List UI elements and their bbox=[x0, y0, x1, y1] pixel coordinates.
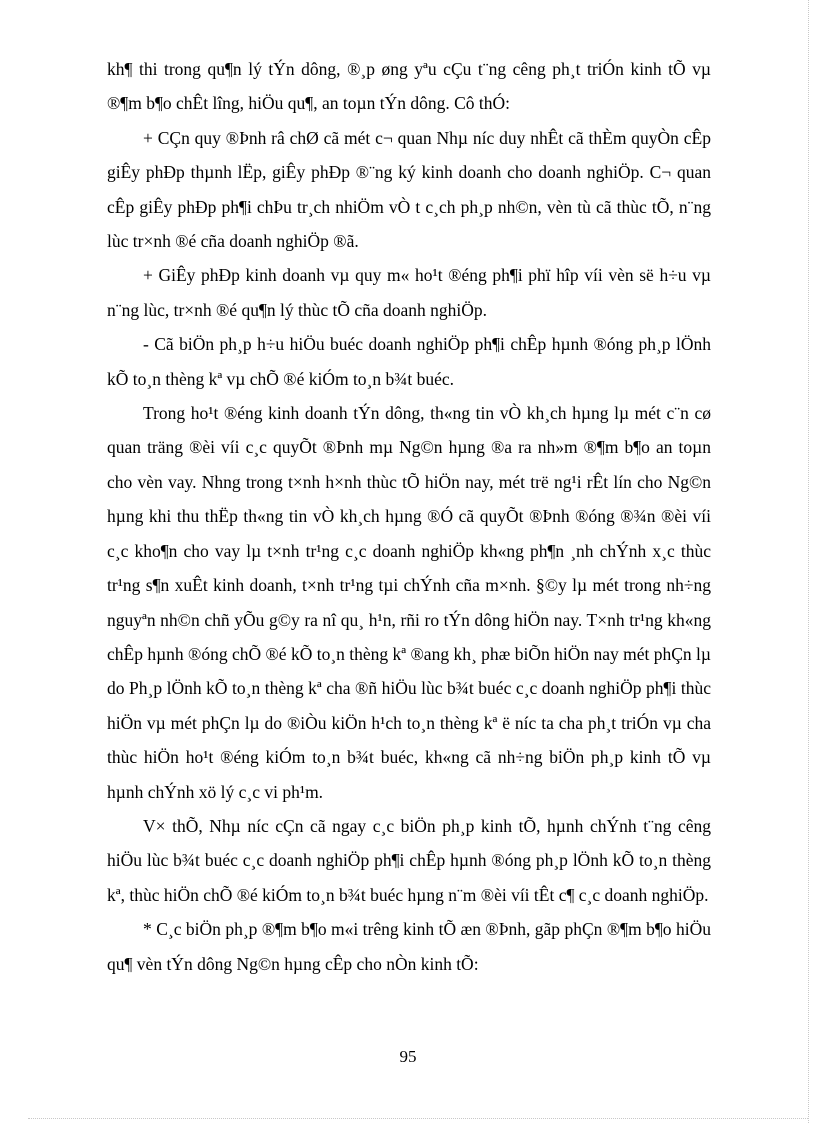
paragraph-state-measures: V× thÕ, Nhµ níc cÇn cã ngay c¸c biÖn ph¸p kinh tÕ, hµnh chÝnh t¨ng cêng hiÖu lùc b¾t buéc c¸c doanh nghiÖp ph¶i chÊp hµnh ®óng ph¸p lÖnh kÕ to¸n thèng kª, thùc hiÖn chÕ ®é kiÓm to¸n b¾t buéc hµng n¨m ®èi víi tÊt c¶ c¸c doanh nghiÖp. bbox=[107, 815, 711, 905]
paragraph-customer-information: Trong ho¹t ®éng kinh doanh tÝn dông, th«ng tin vÒ kh¸ch hµng lµ mét c¨n cø quan träng ®èi víi c¸c quyÕt ®Þnh mµ Ng©n hµng ®a ra nh»m ®¶m b¶o an toµn cho vèn vay. Nhng trong t×nh h×nh thùc tÕ hiÖn nay, mét trë ng¹i rÊt lín cho Ng©n hµng khi thu thËp th«ng tin vÒ kh¸ch hµng ®Ó cã quyÕt ®Þnh ®óng ®¾n ®èi víi c¸c kho¶n cho vay lµ t×nh tr¹ng c¸c doanh nghiÖp kh«ng ph¶n ¸nh chÝnh x¸c thùc tr¹ng s¶n xuÊt kinh doanh, t×nh tr¹ng tµi chÝnh cña m×nh. §©y lµ mét trong nh÷ng nguyªn nh©n chñ yÕu g©y ra nî qu¸ h¹n, rñi ro tÝn dông hiÖn nay. T×nh tr¹ng kh«ng chÊp hµnh ®óng chÕ ®é kÕ to¸n thèng kª ®ang kh¸ phæ biÕn hiÖn nay mét phÇn lµ do Ph¸p lÖnh kÕ to¸n thèng kª cha ®ñ hiÖu lùc b¾t buéc c¸c doanh nghiÖp ph¶i thùc hiÖn vµ mét phÇn lµ do ®iÒu kiÖn h¹ch to¸n thèng kª ë níc ta cha ph¸t triÓn vµ cha thùc hiÖn ho¹t ®éng kiÓm to¸n b¾t buéc, kh«ng cã nh÷ng biÖn ph¸p kinh tÕ vµ hµnh chÝnh xö lý c¸c vi ph¹m. bbox=[107, 403, 711, 802]
paragraph-business-license: + GiÊy phÐp kinh doanh vµ quy m« ho¹t ®éng ph¶i phï hîp víi vèn së h÷u vµ n¨ng lùc, tr×nh ®é qu¶n lý thùc tÕ cña doanh nghiÖp. bbox=[107, 265, 711, 320]
paragraph-accounting-compliance: - Cã biÖn ph¸p h÷u hiÖu buéc doanh nghiÖp ph¶i chÊp hµnh ®óng ph¸p lÖnh kÕ to¸n thèng kª vµ chÕ ®é kiÓm to¸n b¾t buéc. bbox=[107, 334, 711, 389]
paragraph-intro: kh¶ thi trong qu¶n lý tÝn dông, ®¸p øng yªu cÇu t¨ng cêng ph¸t triÓn kinh tÕ vµ ®¶m b¶o chÊt lîng, hiÖu qu¶, an toµn tÝn dông. Cô thÓ: bbox=[107, 59, 711, 114]
page-edge-divider bbox=[808, 0, 809, 1123]
paragraph-license-authority: + CÇn quy ®Þnh râ chØ cã mét c¬ quan Nhµ níc duy nhÊt cã thÈm quyÒn cÊp giÊy phÐp thµnh lËp, giÊy phÐp ®¨ng ký kinh doanh cho doanh nghiÖp. C¬ quan cÊp giÊy phÐp ph¶i chÞu tr¸ch nhiÖm vÒ t c¸ch ph¸p nh©n, vèn tù cã thùc tÕ, n¨ng lùc tr×nh ®é cña doanh nghiÖp ®ã. bbox=[107, 127, 711, 252]
paragraph-economic-environment: * C¸c biÖn ph¸p ®¶m b¶o m«i trêng kinh tÕ æn ®Þnh, gãp phÇn ®¶m b¶o hiÖu qu¶ vèn tÝn dông Ng©n hµng cÊp cho nÒn kinh tÕ: bbox=[107, 919, 711, 974]
page-bottom-divider bbox=[28, 1118, 808, 1119]
body-text bbox=[107, 52, 711, 981]
page-number: 95 bbox=[399, 1047, 417, 1066]
